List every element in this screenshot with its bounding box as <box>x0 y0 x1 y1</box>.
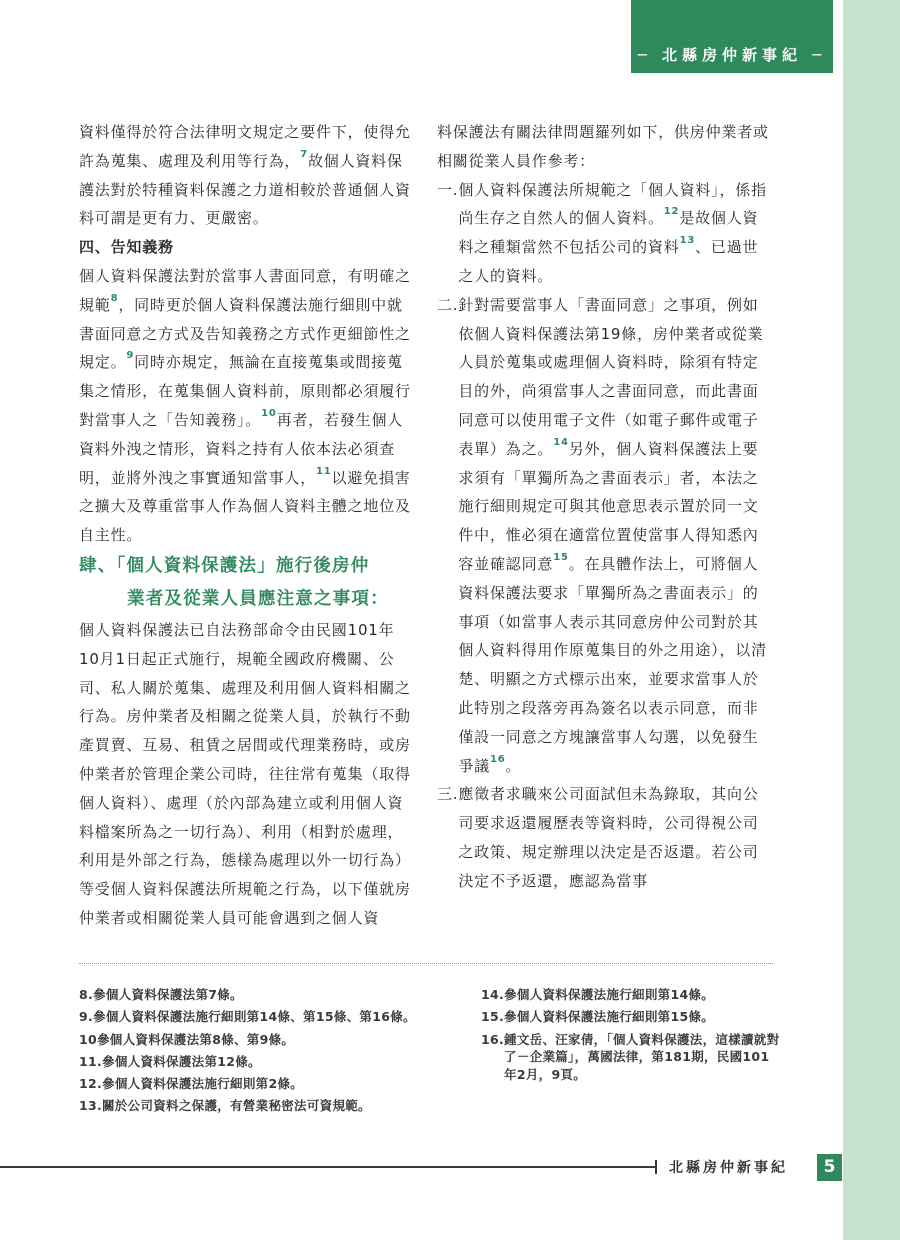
footer-rule <box>0 1166 655 1168</box>
footnote-12: 12.參個人資料保護法施行細則第2條。 <box>79 1076 304 1092</box>
paragraph-law-intro: 個人資料保護法已自法務部命令由民國101年10月1日起正式施行，規範全國政府機關、公司、私人關於蒐集、處理及利用個人資料相關之行為。房仲業者及相關之從業人員，於執行不動產買賣、互易、租賃之居間或代理業務時，或房仲業者於管理企業公司時，往往常有蒐集（取得個人資料）、處理（於內部為建立或利用個人資料檔案所為之一切行為）、利用（相對於處理，利用是外部之行為，態樣為處理以外一切行為）等受個人資料保護法所規範之行為，以下僅就房仲業者或相關從業人員可能會遇到之個人資 <box>79 620 411 927</box>
footnote-ref-9[interactable]: 9 <box>126 350 135 362</box>
footnote-8: 8.參個人資料保護法第7條。 <box>79 987 243 1002</box>
footnote-ref-12[interactable]: 12 <box>663 206 680 218</box>
header-tab <box>631 0 833 73</box>
footnote-10: 10參個人資料保護法第8條、第9條。 <box>79 1031 295 1047</box>
header-title: ─ 北縣房仲新事紀 ─ <box>637 46 827 64</box>
footnotes-right <box>481 984 781 1083</box>
side-color-band <box>843 0 900 1240</box>
footnote-13: 13.關於公司資料之保護，有營業秘密法可資規範。 <box>79 1098 371 1114</box>
paragraph-sensitive-data: 資料僅得於符合法律明文規定之要件下，使得允許為蒐集、處理及利用等行為，$^7$故個人資料保護法對於特種資料保護之力道相較於普通個人資料可謂是更有力、更嚴密。 <box>79 123 411 228</box>
footnote-15: 15.參個人資料保護法施行細則第15條。 <box>481 1009 715 1025</box>
footnote-11: 11.參個人資料保護法第12條。 <box>79 1053 261 1069</box>
list-item-3: 三. 應徵者求職來公司面試但未為錄取，其向公司要求返還履歷表等資料時，公司得視公司之政策、規定辦理以決定是否返還。若公司決定不予返還，應認為當事 <box>437 785 759 890</box>
footnote-ref-11[interactable]: 11 <box>316 465 332 477</box>
footnotes-left <box>79 984 459 1118</box>
page-number: 5 <box>817 1154 842 1181</box>
footnote-ref-8[interactable]: 8 <box>110 292 119 304</box>
footnote-16: 16. 鍾文岳、汪家倩，「個人資料保護法，這樣讀就對了－企業篇」，萬國法律，第181期，民國101年2月，9頁。 <box>481 1031 780 1082</box>
section-heading: 肆、「個人資料保護法」施行後房仲 業者及從業人員應注意之事項： <box>79 555 389 609</box>
footer-title: 北縣房仲新事紀 <box>669 1160 788 1176</box>
left-column <box>79 118 411 933</box>
list-item-2: 二. 針對需要當事人「書面同意」之事項，例如依個人資料保護法第19條，房仲業者或從業人員於蒐集或處理個人資料時，除須有特定目的外，尚須當事人之書面同意，而此書面同意可以使用電子文件（如電子郵件或電子表單）為之。$^{14}$另外，個人資料保護法上要求須有「單獨所為之書面表示」者，本法之施行細則規定可與其他意思表示置於同一文件中，惟必須在適當位置使當事人得知悉內容並確認同意$^{15}$。在具體作法上，可將個人資料保護法要求「單獨所為之書面表示」的事項（如當事人表示其同意房仲公司對於其個人資料得用作原蒐集目的外之用途），以清楚、明顯之方式標示出來，並要求當事人於此特別之段落旁再為簽名以表示同意，而非僅設一同意之方塊讓當事人勾選，以免發生爭議$^{16}$。 <box>437 295 767 775</box>
footnote-ref-14[interactable]: 14 <box>553 436 569 448</box>
subheading-notice-duty: 四、告知義務 <box>79 238 174 257</box>
footer-tick <box>655 1160 657 1174</box>
right-column <box>437 118 773 896</box>
list-item-1: 一. 個人資料保護法所規範之「個人資料」，係指尚生存之自然人的個人資料。$^{12}$是故個人資料之種類當然不包括公司的資料$^{13}$、已過世之人的資料。 <box>437 180 767 285</box>
paragraph-notice-duty: 個人資料保護法對於當事人書面同意，有明確之規範$^8$，同時更於個人資料保護法施行細則中就書面同意之方式及告知義務之方式作更細節性之規定。$^9$同時亦規定，無論在直接蒐集或間接蒐集之情形，在蒐集個人資料前，原則都必須履行對當事人之「告知義務」。$^{10}$再者，若發生個人資料外洩之情形，資料之持有人依本法必須查明，並將外洩之事實通知當事人，$^{11}$以避免損害之擴大及尊重當事人作為個人資料主體之地位及自主性。 <box>79 266 411 545</box>
footnote-ref-15[interactable]: 15 <box>553 551 569 563</box>
footnote-ref-16[interactable]: 16 <box>489 753 506 765</box>
footnote-14: 14.參個人資料保護法施行細則第14條。 <box>481 987 715 1002</box>
footnote-divider <box>79 963 773 964</box>
footnote-9: 9.參個人資料保護法施行細則第14條、第15條、第16條。 <box>79 1009 416 1025</box>
footnote-ref-7[interactable]: 7 <box>300 148 308 160</box>
paragraph-intro: 料保護法有關法律問題羅列如下，供房仲業者或相關從業人員作參考： <box>437 123 769 170</box>
footnote-ref-10[interactable]: 10 <box>261 407 277 419</box>
footnote-ref-13[interactable]: 13 <box>679 235 696 247</box>
